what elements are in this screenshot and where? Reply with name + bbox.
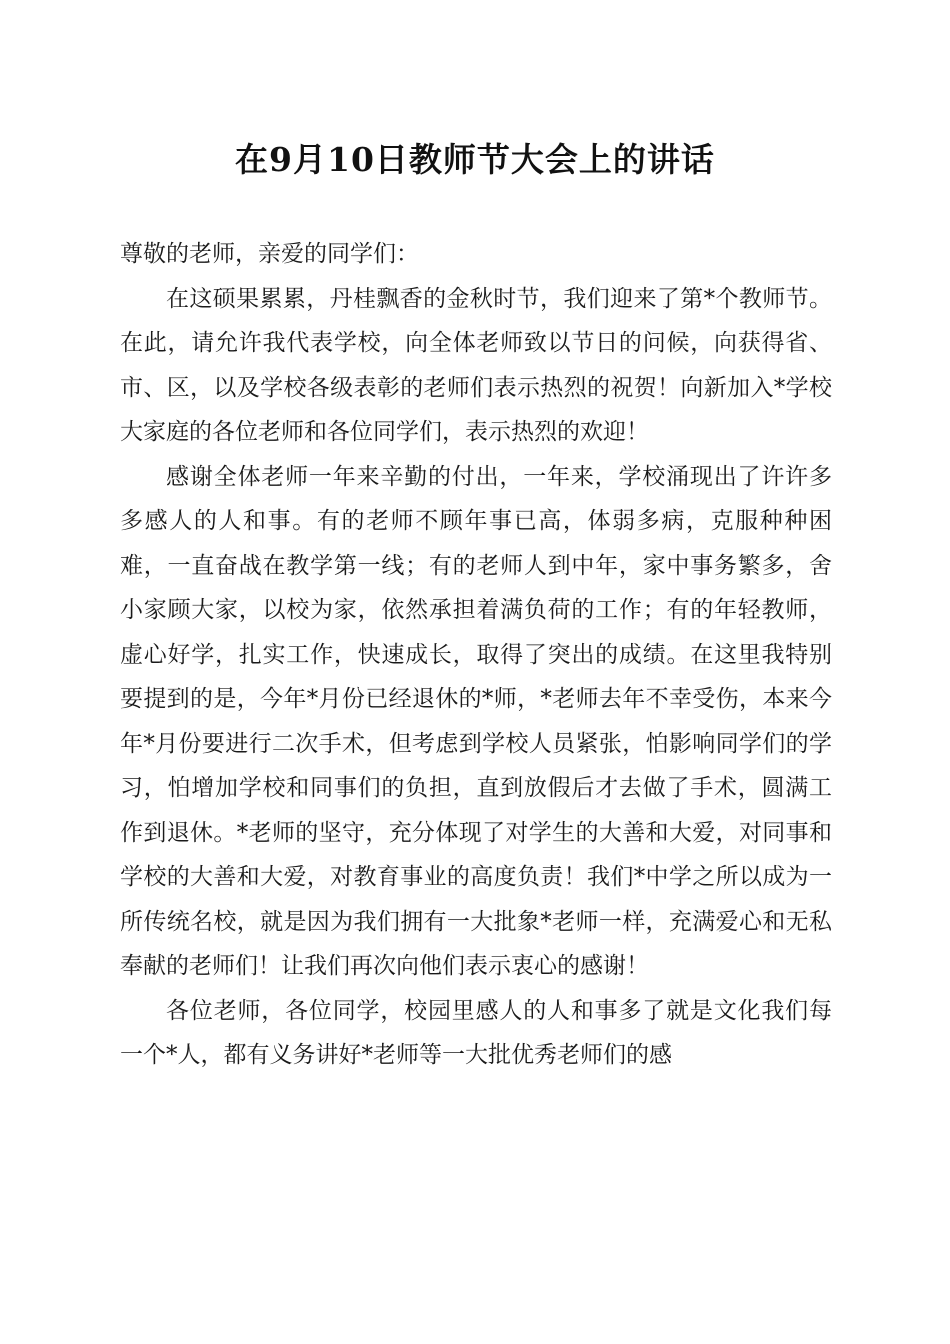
salutation: 尊敬的老师，亲爱的同学们：: [120, 241, 419, 267]
document-body: [120, 232, 832, 1078]
page-title: 在9月10日教师节大会上的讲话: [235, 140, 715, 179]
paragraph-opening: 在这硕果累累，丹桂飘香的金秋时节，我们迎来了第*个教师节。在此，请允许我代表学校，向全体老师致以节日的问候，向获得省、市、区，以及学校各级表彰的老师们表示热烈的祝贺！向新加入*学校大家庭的各位老师和各位同学们，表示热烈的欢迎！: [120, 285, 832, 445]
paragraph-thanks: 感谢全体老师一年来辛勤的付出，一年来，学校涌现出了许许多多感人的人和事。有的老师不顾年事已高，体弱多病，克服种种困难，一直奋战在教学第一线；有的老师人到中年，家中事务繁多，舍小家顾大家，以校为家，依然承担着满负荷的工作；有的年轻教师，虚心好学，扎实工作，快速成长，取得了突出的成绩。在这里我特别要提到的是，今年*月份已经退休的*师，*老师去年不幸受伤，本来今年*月份要进行二次手术，但考虑到学校人员紧张，怕影响同学们的学习，怕增加学校和同事们的负担，直到放假后才去做了手术，圆满工作到退休。*老师的坚守，充分体现了对学生的大善和大爱，对同事和学校的大善和大爱，对教育事业的高度负责！我们*中学之所以成为一所传统名校，就是因为我们拥有一大批象*老师一样，充满爱心和无私奉献的老师们！让我们再次向他们表示衷心的感谢！: [120, 463, 832, 979]
paragraph-culture: 各位老师，各位同学，校园里感人的人和事多了就是文化我们每一个*人，都有义务讲好*老师等一大批优秀老师们的感: [120, 997, 832, 1068]
